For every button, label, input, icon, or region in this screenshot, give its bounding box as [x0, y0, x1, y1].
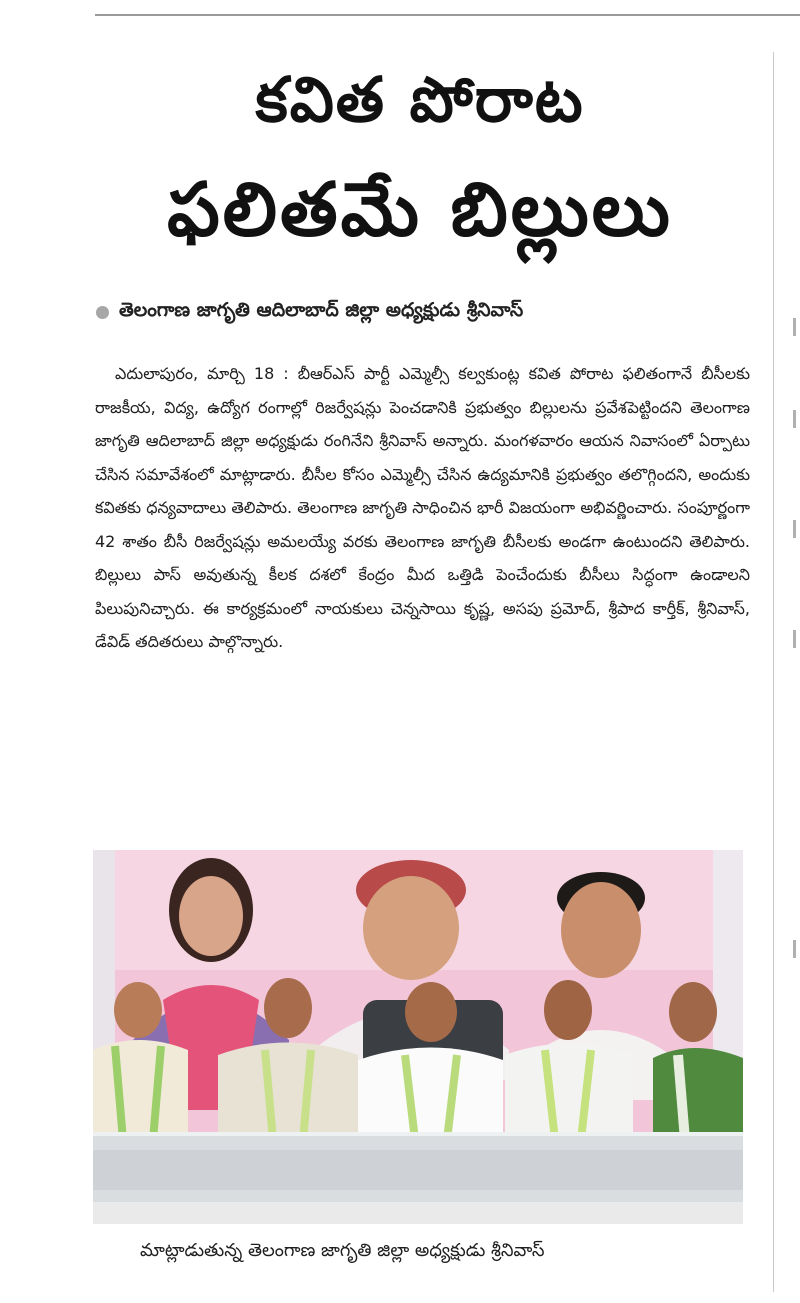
edge-mark: [793, 410, 796, 428]
headline-line-1: కవిత పోరాట: [255, 63, 585, 136]
column-divider: [773, 52, 774, 1292]
news-photo: [93, 850, 743, 1224]
subheadline: [96, 292, 766, 332]
article-body: ఎదులాపురం, మార్చి 18 : బీఆర్ఎస్ పార్టీ ఎమ్మెల్సీ కల్వకుంట్ల కవిత పోరాట ఫలితంగానే బీసీలకు రాజకీయ, విద్య, ఉద్యోగ రంగాల్లో రిజర్వేషన్లు పెంచడానికి ప్రభుత్వం బిల్లులను ప్రవేశపెట్టిందని తెలంగాణ జాగృతి ఆదిలాబాద్ జిల్లా అధ్యక్షుడు రంగినేని శ్రీనివాస్ అన్నారు. మంగళవారం ఆయన నివాసంలో ఏర్పాటు చేసిన సమావేశంలో మాట్లాడారు. బీసీల కోసం ఎమ్మెల్సీ చేసిన ఉద్యమానికి ప్రభుత్వం తలొగ్గిందని, అందుకు కవితకు ధన్యవాదాలు తెలిపారు. తెలంగాణ జాగృతి సాధించిన భారీ విజయంగా అభివర్ణించారు. సంపూర్ణంగా 42 శాతం బీసీ రిజర్వేషన్లు అమలయ్యే వరకు తెలంగాణ జాగృతి బీసీలకు అండగా ఉంటుందని తెలిపారు. బిల్లులు పాస్ అవుతున్న కీలక దశలో కేంద్రం మీద ఒత్తిడి పెంచేందుకు బీసీలు సిద్ధంగా ఉండాలని పిలుపునిచ్చారు. ఈ కార్యక్రమంలో నాయకులు చెన్నసాయి కృష్ణ, అసపు ప్రమోద్, శ్రీపాద కార్తీక్, శ్రీనివాస్, డేవిడ్ తదితరులు పాల్గొన్నారు.: [95, 364, 750, 651]
edge-mark: [793, 630, 796, 648]
edge-mark: [793, 318, 796, 336]
photo-illustration: [93, 850, 743, 1224]
subheadline-text: తెలంగాణ జాగృతి ఆదిలాబాద్ జిల్లా అధ్యక్షుడు శ్రీనివాస్: [119, 298, 524, 321]
top-rule: [95, 14, 800, 16]
headline-line-2: ఫలితమే బిల్లులు: [167, 167, 673, 253]
photo-caption: మాట్లాడుతున్న తెలంగాణ జాగృతి జిల్లా అధ్యక్షుడు శ్రీనివాస్: [140, 1240, 545, 1261]
bullet-icon: [96, 306, 109, 319]
edge-mark: [793, 940, 796, 958]
edge-mark: [793, 520, 796, 538]
